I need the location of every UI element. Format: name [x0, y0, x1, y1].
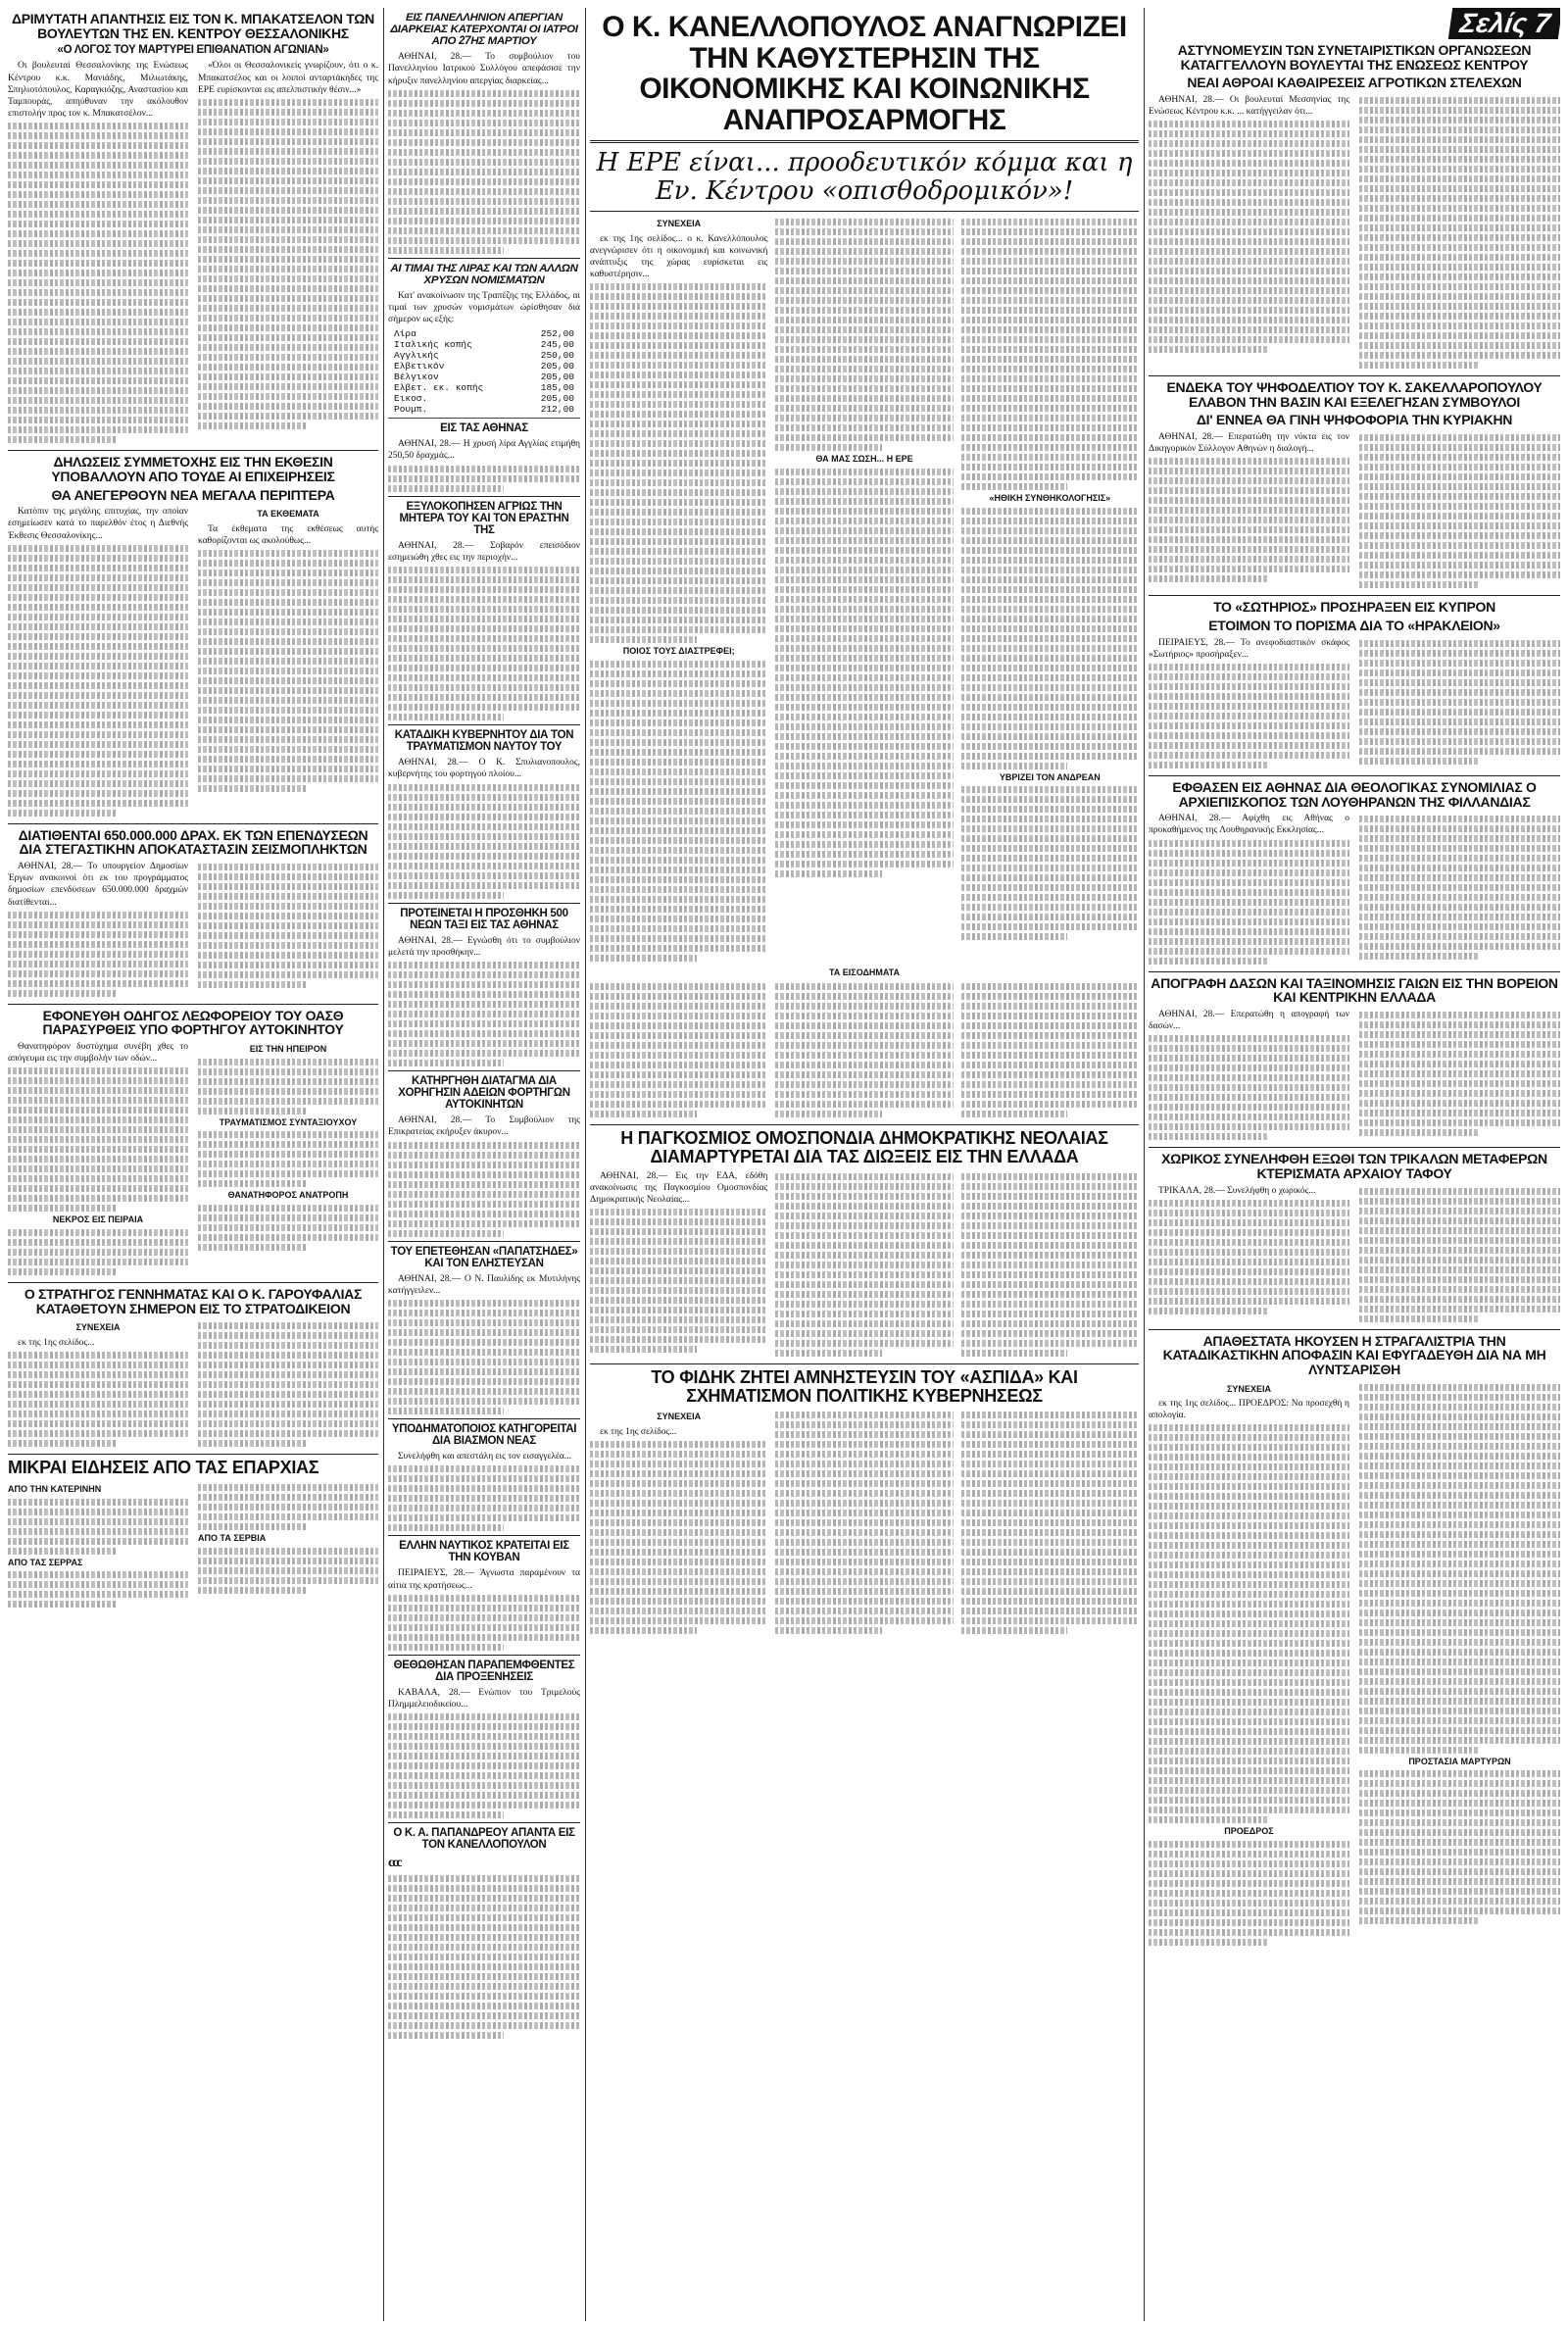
paragraph: ΠΕΙΡΑΙΕΥΣ, 28.— Άγνωστα παραμένουν τα αίτια της κρατήσεως... — [388, 1568, 580, 1591]
headline: ΧΩΡΙΚΟΣ ΣΥΝΕΛΗΦΘΗ ΕΞΩΘΙ ΤΩΝ ΤΡΙΚΑΛΩΝ ΜΕΤΑΦΕΡΩΝ ΚΤΕΡΙΣΜΑΤΑ ΑΡΧΑΙΟΥ ΤΑΦΟΥ — [1161, 1151, 1547, 1181]
section-heading: ΠΟΙΟΣ ΤΟΥΣ ΔΙΑΣΤΡΕΦΕΙ; — [622, 646, 735, 657]
article-earthquake-funds — [8, 828, 378, 1000]
rate-row: Ιταλικής κοπής 245,00 — [394, 339, 574, 351]
headline: ΕΞΥΛΟΚΟΠΗΣΕΝ ΑΓΡΙΩΣ ΤΗΝ ΜΗΤΕΡΑ ΤΟΥ ΚΑΙ ΤΟΝ ΕΡΑΣΤΗΝ ΤΗΣ — [399, 500, 569, 536]
headline: ΔΡΙΜΥΤΑΤΗ ΑΠΑΝΤΗΣΙΣ ΕΙΣ ΤΟΝ Κ. ΜΠΑΚΑΤΣΕΛΟΝ ΤΩΝ ΒΟΥΛΕΥΤΩΝ ΤΗΣ ΕΝ. ΚΕΝΤΡΟΥ ΘΕΣΣΑΛΟΝΙΚΗΣ — [12, 11, 374, 41]
gold-price-table — [394, 328, 574, 415]
body-text — [1359, 1009, 1560, 1143]
article-fidik-aspida — [590, 1368, 1139, 1638]
headline: ΥΠΟΔΗΜΑΤΟΠΟΙΟΣ ΚΑΤΗΓΟΡΕΙΤΑΙ ΔΙΑ ΒΙΑΣΜΟΝ ΝΕΑΣ — [391, 1422, 577, 1447]
body-text — [1149, 1035, 1349, 1140]
body-text — [1149, 458, 1349, 582]
body-text — [961, 508, 1139, 769]
body-text — [961, 786, 1139, 940]
headline: ΤΟΥ ΕΠΕΤΕΘΗΣΑΝ «ΠΑΠΑΤΣΗΔΕΣ» ΚΑΙ ΤΟΝ ΕΛΗΣΤΕΥΣΑΝ — [390, 1245, 578, 1269]
continuation-label: ΣΥΝΕΧΕΙΑ — [1227, 1383, 1271, 1394]
section-heading: ΘΑ ΜΑΣ ΣΩΣΗ... Η ΕΡΕ — [815, 454, 913, 465]
body-text — [775, 980, 953, 1120]
rate-row: Βέλγικον 205,00 — [394, 372, 574, 383]
body-text — [1359, 1770, 1560, 1924]
body-text — [198, 1059, 378, 1115]
article-bakatselos — [8, 12, 378, 446]
body-text — [198, 1548, 378, 1594]
article-ancient-tomb — [1149, 1152, 1560, 1324]
paragraph: Οι βουλευταί Θεσσαλονίκης της Ενώσεως Κέντρου κ.κ. Μανιάδης, Μιλιωτάκης, Σπηλιοτόπουλος, Καραγκιόζης, Αναστασίου και Ταμπουράς, απηύθυναν την ακόλουθον επιστολήν προς τον κ. Μπακατσέλον... — [8, 61, 188, 120]
headline: ΑΣΤΥΝΟΜΕΥΣΙΝ ΤΩΝ ΣΥΝΕΤΑΙΡΙΣΤΙΚΩΝ ΟΡΓΑΝΩΣΕΩΝ ΚΑΤΑΓΓΕΛΛΟΥΝ ΒΟΥΛΕΥΤΑΙ ΤΗΣ ΕΝΩΣΕΩΣ ΚΕΝΤΡΟΥ — [1177, 42, 1532, 73]
body-text — [1149, 1841, 1349, 1946]
article-mother-lover — [388, 501, 580, 721]
article-strangler-verdict — [1149, 1334, 1560, 1949]
article-procurers — [388, 1660, 580, 1818]
body-text — [775, 219, 953, 451]
article-truck-licenses — [388, 1075, 580, 1237]
body-text — [388, 567, 580, 720]
rate-row: Εικοσ. 205,00 — [394, 393, 574, 405]
paragraph: ΠΕΙΡΑΙΕΥΣ, 28.— Το ανεφοδιαστικόν σκάφος «Σωτήριος» προσήραξεν... — [1149, 637, 1349, 660]
body-text — [961, 980, 1139, 1120]
headline: ΜΙΚΡΑΙ ΕΙΔΗΣΕΙΣ ΑΠΟ ΤΑΣ ΕΠΑΡΧΙΑΣ — [8, 1458, 319, 1478]
rate-row: Ελβετικόν 205,00 — [394, 361, 574, 372]
column-4 — [1149, 8, 1560, 2321]
body-text — [8, 1571, 188, 1608]
headline: ΕΛΛΗΝ ΝΑΥΤΙΚΟΣ ΚΡΑΤΕΙΤΑΙ ΕΙΣ ΤΗΝ ΚΟΥΒΑΝ — [399, 1540, 569, 1564]
paragraph: εκ της 1ης σελίδος... ο κ. Κανελλόπουλος ανεγνώρισεν ότι η οικονομική και κοινωνική ανάπτυξις της χώρας ευρίσκεται εις καθυστέρησιν... — [590, 233, 768, 280]
body-text — [388, 1142, 580, 1237]
article-exhibition — [8, 455, 378, 819]
paragraph: Συνελήφθη και απεστάλη εις τον εισαγγελέα... — [398, 1452, 572, 1462]
body-text — [8, 1229, 188, 1275]
body-text — [775, 1409, 953, 1637]
body-text — [388, 90, 580, 254]
article-lutheran-archbishop — [1149, 780, 1560, 967]
column-rule — [383, 8, 384, 2321]
paragraph: Θανατηφόρον δυστύχημα συνέβη χθες το απόγευμα εις την συμβολήν των οδών... — [8, 1042, 188, 1065]
article-captain-convicted — [388, 729, 580, 898]
paragraph: ΑΘΗΝΑΙ, 28.— Εγνώσθη ότι το συμβούλιον μελετά την προσθήκην... — [388, 935, 580, 958]
article-forest-census — [1149, 976, 1560, 1144]
column-2 — [388, 8, 580, 2321]
subheadline: ΔΙ' ΕΝΝΕΑ ΘΑ ΓΙΝΗ ΨΗΦΟΦΟΡΙΑ ΤΗΝ ΚΥΡΙΑΚΗΝ — [1196, 412, 1513, 428]
paragraph: ΑΘΗΝΑΙ, 28.— Επερατώθη η απογραφή των δασών... — [1149, 1009, 1349, 1032]
lead-dek: Η ΕΡΕ είναι... προοδευτικόν κόμμα και η Εν. Κέντρου «οπισθοδρομικόν»! — [596, 148, 1133, 206]
headline: ΘΕΘΩΘΗΣΑΝ ΠΑΡΑΠΕΜΦΘΕΝΤΕΣ ΔΙΑ ΠΡΟΞΕΝΗΣΕΙΣ — [393, 1659, 575, 1683]
article-bar-association — [1149, 380, 1560, 591]
section-heading: ΤΑ ΕΚΘΕΜΑΤΑ — [257, 509, 319, 520]
body-text — [8, 1067, 188, 1212]
body-text — [775, 1170, 953, 1360]
subheadline: ΕΤΟΙΜΟΝ ΤΟ ΠΟΡΙΣΜΑ ΔΙΑ ΤΟ «ΗΡΑΚΛΕΙΟΝ» — [1208, 617, 1500, 633]
article-sotirios — [1149, 600, 1560, 771]
headline: ΚΑΤΑΔΙΚΗ ΚΥΒΕΡΝΗΤΟΥ ΔΙΑ ΤΟΝ ΤΡΑΥΜΑΤΙΣΜΟΝ ΝΑΥΤΟΥ ΤΟΥ — [394, 729, 574, 754]
rate-row: Ελβετ. εκ. κοπής 185,00 — [394, 382, 574, 394]
paragraph: ΑΘΗΝΑΙ, 28.— Το συμβούλιον του Πανελληνίου Ιατρικού Συλλόγου απεφάσισε την κήρυξιν πανελληνίου απεργίας διαρκείας... — [388, 52, 580, 86]
headline: Η ΠΑΓΚΟΣΜΙΟΣ ΟΜΟΣΠΟΝΔΙΑ ΔΗΜΟΚΡΑΤΙΚΗΣ ΝΕΟΛΑΙΑΣ ΔΙΑΜΑΡΤΥΡΕΤΑΙ ΔΙΑ ΤΑΣ ΔΙΩΞΕΙΣ ΕΙΣ ΤΗΝ ΕΛΛΑΔΑ — [620, 1127, 1108, 1166]
body-text — [961, 219, 1139, 490]
subheadline: ΘΑ ΑΝΕΓΕΡΘΟΥΝ ΝΕΑ ΜΕΓΑΛΑ ΠΕΡΙΠΤΕΡΑ — [51, 486, 335, 503]
section-heading: ΠΡΟΕΔΡΟΣ — [1224, 1826, 1274, 1837]
body-text — [198, 550, 378, 792]
article-new-taxis — [388, 908, 580, 1066]
body-text — [1359, 1384, 1560, 1754]
body-text — [8, 1352, 188, 1447]
section-heading: ΕΙΣ ΤΗΝ ΗΠΕΙΡΟΝ — [249, 1044, 327, 1055]
headline: ΑΙ ΤΙΜΑΙ ΤΗΣ ΛΙΡΑΣ ΚΑΙ ΤΩΝ ΑΛΛΩΝ ΧΡΥΣΩΝ ΝΟΜΙΣΜΑΤΩΝ — [390, 262, 578, 286]
body-text — [198, 1484, 378, 1530]
paragraph: ΑΘΗΝΑΙ, 28.— Ο Κ. Σπυλιανοπουλος, κυβερνήτης του φορτηγού πλοίου... — [388, 758, 580, 780]
article-sailor-cuba — [388, 1540, 580, 1650]
article-gold-prices — [388, 263, 580, 416]
body-text — [1359, 94, 1560, 372]
body-text — [8, 123, 188, 443]
article-papatsides — [388, 1246, 580, 1414]
lead-headline: Ο Κ. ΚΑΝΕΛΛΟΠΟΥΛΟΣ ΑΝΑΓΝΩΡΙΖΕΙ ΤΗΝ ΚΑΘΥΣΤΕΡΗΣΙΝ ΤΗΣ ΟΙΚΟΝΟΜΙΚΗΣ ΚΑΙ ΚΟΙΝΩΝΙΚΗΣ ΑΝΑΠΡΟΣΑΡΜΟΓΗΣ — [602, 11, 1127, 136]
article-bus-driver — [8, 1009, 378, 1278]
paragraph: εκ της 1ης σελίδος... — [600, 1426, 677, 1437]
column-rule — [585, 8, 586, 2321]
section-heading: ΑΠΟ ΤΗΝ ΚΑΤΕΡΙΝΗΝ — [8, 1484, 102, 1495]
section-heading: ΘΑΝΑΤΗΦΟΡΟΣ ΑΝΑΤΡΟΠΗ — [227, 1190, 349, 1201]
headline: ΤΟ «ΣΩΤΗΡΙΟΣ» ΠΡΟΣΗΡΑΞΕΝ ΕΙΣ ΚΥΠΡΟΝ — [1213, 599, 1495, 616]
column-3 — [590, 8, 1139, 2321]
article-athens-gold — [388, 422, 580, 491]
article-shoemaker — [388, 1423, 580, 1531]
body-text — [590, 283, 767, 643]
paragraph: ΑΘΗΝΑΙ, 28.— Εις την ΕΔΑ, εδόθη ανακοίνωσις της Παγκοσμίου Ομοσπονδίας Δημοκρατικής Νεολαίας... — [590, 1170, 768, 1205]
headline: Ο Κ. Α. ΠΑΠΑΝΔΡΕΟΥ ΑΠΑΝΤΑ ΕΙΣ ΤΟΝ ΚΑΝΕΛΛΟΠΟΥΛΟΝ — [393, 1827, 575, 1852]
section-heading: ΑΠΟ ΤΑΣ ΣΕΡΡΑΣ — [8, 1557, 83, 1567]
body-text — [8, 1499, 188, 1555]
paragraph: ΤΡΙΚΑΛΑ, 28.— Συνελήφθη ο χωρικός... — [1158, 1185, 1316, 1196]
article-cooperatives — [1149, 43, 1560, 372]
article-papandreou — [388, 1827, 580, 2039]
page-number-badge: Σελίς 7 — [1448, 8, 1560, 39]
body-text — [775, 469, 953, 877]
body-text — [1149, 664, 1349, 768]
paragraph: ΚΑΒΑΛΑ, 28.— Ενώπιον του Τριμελούς Πλημμελειοδικείου... — [388, 1687, 580, 1710]
headline: ΕΙΣ ΤΑΣ ΑΘΗΝΑΣ — [440, 422, 528, 435]
newspaper-page — [8, 8, 1560, 2321]
paragraph: Τα έκθεματα της εκθέσεως αυτής καθορίζονται ως ακολούθως... — [198, 523, 378, 546]
section-heading: ΑΠΟ ΤΑ ΣΕΡΒΙΑ — [198, 1533, 267, 1544]
paragraph: ΑΘΗΝΑΙ, 28.— Αφίχθη εις Αθήνας ο προκαθήμενος της Λουθηρανικής Εκκλησίας... — [1149, 814, 1349, 836]
rate-row: Ρουμπ. 212,00 — [394, 404, 574, 416]
rate-row: Αγγλικής 250,00 — [394, 350, 574, 362]
section-heading: ΝΕΚΡΟΣ ΕΙΣ ΠΕΙΡΑΙΑ — [52, 1214, 144, 1225]
body-text — [1359, 431, 1560, 591]
headline: ΕΦΘΑΣΕΝ ΕΙΣ ΑΘΗΝΑΣ ΔΙΑ ΘΕΟΛΟΓΙΚΑΣ ΣΥΝΟΜΙΛΙΑΣ Ο ΑΡΧΙΕΠΙΣΚΟΠΟΣ ΤΩΝ ΛΟΥΘΗΡΑΝΩΝ ΤΗΣ ΦΙΛΛΑΝΔΙΑΣ — [1172, 778, 1537, 810]
paragraph: Κατ' ανακοίνωσιν της Τραπέζης της Ελλάδος, αι τιμαί των χρυσών νομισμάτων ώρίσθησαν διά σήμερον ως εξής: — [388, 290, 580, 325]
body-text — [198, 1205, 378, 1251]
body-text — [1149, 1200, 1349, 1314]
body-text — [198, 99, 378, 429]
body-text — [8, 912, 188, 997]
article-doctors-strike — [388, 12, 580, 254]
body-text — [388, 784, 580, 899]
headline: ΕΦΟΝΕΥΘΗ ΟΔΗΓΟΣ ΛΕΩΦΟΡΕΙΟΥ ΤΟΥ ΟΑΣΘ ΠΑΡΑΣΥΡΘΕΙΣ ΥΠΟ ΦΟΡΤΗΓΟΥ ΑΥΤΟΚΙΝΗΤΟΥ — [42, 1007, 344, 1038]
rate-row: Λίρα 252,00 — [394, 328, 574, 340]
headline: ΠΡΟΤΕΙΝΕΤΑΙ Η ΠΡΟΣΘΗΚΗ 500 ΝΕΩΝ ΤΑΞΙ ΕΙΣ ΤΑΣ ΑΘΗΝΑΣ — [400, 907, 568, 931]
paragraph: ΑΘΗΝΑΙ, 28.— Σοβαρόν επεισόδιον εσημειώθη χθες εις την περιοχήν... — [388, 540, 580, 563]
paragraph: Κατόπιν της μεγάλης επιτυχίας, την οποίαν εσημείωσεν κατά το παρελθόν έτος η Διεθνής Έκθεσις Θεσσαλονίκης... — [8, 507, 188, 541]
column-1 — [8, 8, 378, 2321]
subheadline: «Ο ΛΟΓΟΣ ΤΟΥ ΜΑΡΤΥΡΕΙ ΕΠΙΘΑΝΑΤΙΟΝ ΑΓΩΝΙΑΝ» — [57, 44, 329, 57]
headline: ΑΠΑΘΕΣΤΑΤΑ ΗΚΟΥΣΕΝ Η ΣΤΡΑΓΑΛΙΣΤΡΙΑ ΤΗΝ ΚΑΤΑΔΙΚΑΣΤΙΚΗΝ ΑΠΟΦΑΣΙΝ ΚΑΙ ΕΦΥΓΑΔΕΥΘΗ ΔΙΑ ΝΑ ΜΗ ΛΥΝΤΣΑΡΙΣΘΗ — [1162, 1332, 1546, 1377]
continuation-label: ΣΥΝΕΧΕΙΑ — [75, 1322, 121, 1333]
decorative-mark: ccc — [388, 1856, 401, 1871]
body-text — [590, 980, 767, 1120]
section-heading: ΥΒΡΙΖΕΙ ΤΟΝ ΑΝΔΡΕΑΝ — [999, 771, 1101, 782]
body-text — [590, 1441, 767, 1634]
paragraph: ΑΘΗΝΑΙ, 28.— Ο Ν. Παυλίδης εκ Μυτιλήνης κατήγγειλεν... — [388, 1273, 580, 1296]
body-text — [1149, 840, 1349, 965]
paragraph: εκ της 1ης σελίδος... ΠΡΟΕΔΡΟΣ: Να προσεχθή η απολογία. — [1149, 1399, 1349, 1421]
body-text — [590, 661, 767, 962]
body-text — [198, 1131, 378, 1187]
article-democratic-youth — [590, 1129, 1139, 1360]
headline: ΤΟ ΦΙΔΗΚ ΖΗΤΕΙ ΑΜΝΗΣΤΕΥΣΙΝ ΤΟΥ «ΑΣΠΙΔΑ» ΚΑΙ ΣΧΗΜΑΤΙΣΜΟΝ ΠΟΛΙΤΙΚΗΣ ΚΥΒΕΡΝΗΣΕΩΣ — [651, 1366, 1078, 1406]
lead-article-kanellopoulos — [590, 12, 1139, 1120]
headline: Ο ΣΤΡΑΤΗΓΟΣ ΓΕΝΝΗΜΑΤΑΣ ΚΑΙ Ο Κ. ΓΑΡΟΥΦΑΛΙΑΣ ΚΑΤΑΘΕΤΟΥΝ ΣΗΜΕΡΟΝ ΕΙΣ ΤΟ ΣΤΡΑΤΟΔΙΚΕΙΟΝ — [24, 1285, 363, 1316]
body-text — [388, 1300, 580, 1414]
body-text — [198, 1319, 378, 1450]
headline: ΕΙΣ ΠΑΝΕΛΛΗΝΙΟΝ ΑΠΕΡΓΙΑΝ ΔΙΑΡΚΕΙΑΣ ΚΑΤΕΡΧΟΝΤΑΙ ΟΙ ΙΑΤΡΟΙ ΑΠΟ 27ΗΣ ΜΑΡΤΙΟΥ — [390, 12, 578, 48]
body-text — [961, 1170, 1139, 1360]
body-text — [961, 1409, 1139, 1637]
paragraph: «Όλοι οι Θεσσαλονικείς γνωρίζουν, ότι ο κ. Μπακατσέλος και οι λοιποί ανταρτάκηδες της ΕΡΕ ευρίσκονται εις απελπιστικήν θέσιν...» — [198, 61, 378, 95]
body-text — [388, 466, 580, 492]
body-text — [388, 1875, 580, 2039]
headline: ΚΑΤΗΡΓΗΘΗ ΔΙΑΤΑΓΜΑ ΔΙΑ ΧΟΡΗΓΗΣΙΝ ΑΔΕΙΩΝ ΦΟΡΤΗΓΩΝ ΑΥΤΟΚΙΝΗΤΩΝ — [398, 1075, 570, 1112]
paragraph: ΑΘΗΝΑΙ, 28.— Το Συμβούλιον της Επικρατείας εκήρυξεν άκυρον... — [388, 1115, 580, 1138]
headline: ΔΗΛΩΣΕΙΣ ΣΥΜΜΕΤΟΧΗΣ ΕΙΣ ΤΗΝ ΕΚΘΕΣΙΝ ΥΠΟΒΑΛΛΟΥΝ ΑΠΟ ΤΟΥΔΕ ΑΙ ΕΠΙΧΕΙΡΗΣΕΙΣ — [51, 454, 335, 484]
section-heading: ΠΡΟΣΤΑΣΙΑ ΜΑΡΤΥΡΩΝ — [1408, 1756, 1511, 1766]
section-heading: «ΗΘΙΚΗ ΣΥΝΘΗΚΟΛΟΓΗΣΙΣ» — [989, 493, 1111, 504]
paragraph: ΑΘΗΝΑΙ, 28.— Το υπουργείον Δημοσίων Έργων ανακοινοί ότι εκ του προγράμματος δημοσίων επενδύσεων 650.000.000 δραχμών διατίθενται... — [8, 862, 188, 908]
paragraph: ΑΘΗΝΑΙ, 28.— Οι βουλευταί Μεσσηνίας της Ενώσεως Κέντρου κ.κ. ... κατήγγειλαν ότι... — [1149, 95, 1349, 118]
body-text — [8, 545, 188, 817]
article-provinces — [8, 1459, 378, 1610]
body-text — [388, 962, 580, 1066]
body-text — [1359, 637, 1560, 771]
body-text — [590, 1209, 767, 1353]
paragraph: εκ της 1ης σελίδος... — [18, 1337, 95, 1348]
body-text — [1359, 813, 1560, 966]
body-text — [388, 1465, 580, 1531]
body-text — [1149, 1424, 1349, 1823]
subheadline: ΝΕΑΙ ΑΘΡΟΑΙ ΚΑΘΑΙΡΕΣΕΙΣ ΑΓΡΟΤΙΚΩΝ ΣΤΕΛΕΧΩΝ — [1187, 74, 1522, 91]
paragraph: ΑΘΗΝΑΙ, 28.— Επερατώθη την νύκτα εις τον Δικηγορικόν Σύλλογον Αθηνών η διαλογή... — [1149, 432, 1349, 455]
body-text — [1149, 121, 1349, 353]
column-rule — [1144, 8, 1145, 2321]
headline: ΔΙΑΤΙΘΕΝΤΑΙ 650.000.000 ΔΡΑΧ. ΕΚ ΤΩΝ ΕΠΕΝΔΥΣΕΩΝ ΔΙΑ ΣΤΕΓΑΣΤΙΚΗΝ ΑΠΟΚΑΤΑΣΤΑΣΙΝ ΣΕΙΣΜΟΠΛΗΚΤΩΝ — [18, 826, 368, 858]
article-gennimatas — [8, 1287, 378, 1450]
headline: ΑΠΟΓΡΑΦΗ ΔΑΣΩΝ ΚΑΙ ΤΑΞΙΝΟΜΗΣΙΣ ΓΑΙΩΝ ΕΙΣ ΤΗΝ ΒΟΡΕΙΟΝ ΚΑΙ ΚΕΝΤΡΙΚΗΝ ΕΛΛΑΔΑ — [1151, 974, 1558, 1006]
body-text — [388, 1595, 580, 1651]
headline: ΕΝΔΕΚΑ ΤΟΥ ΨΗΦΟΔΕΛΤΙΟΥ ΤΟΥ Κ. ΣΑΚΕΛΛΑΡΟΠΟΥΛΟΥ ΕΛΑΒΟΝ ΤΗΝ ΒΑΣΙΝ ΚΑΙ ΕΞΕΛΕΓΗΣΑΝ ΣΥΜΒΟΥΛΟΙ — [1166, 379, 1543, 410]
body-text — [198, 861, 378, 1000]
continuation-label: ΣΥΝΕΧΕΙΑ — [657, 1412, 702, 1422]
body-text — [1359, 1185, 1560, 1325]
section-heading: ΤΑ ΕΙΣΟΔΗΜΑΤΑ — [828, 966, 901, 977]
body-text — [388, 1713, 580, 1818]
continuation-label: ΣΥΝΕΧΕΙΑ — [657, 219, 702, 229]
section-heading: ΤΡΑΥΜΑΤΙΣΜΟΣ ΣΥΝΤΑΞΙΟΥΧΟΥ — [219, 1116, 358, 1127]
paragraph: ΑΘΗΝΑΙ, 28.— Η χρυσή λίρα Αγγλίας ετιμήθη 250,50 δραχμάς... — [388, 439, 580, 462]
